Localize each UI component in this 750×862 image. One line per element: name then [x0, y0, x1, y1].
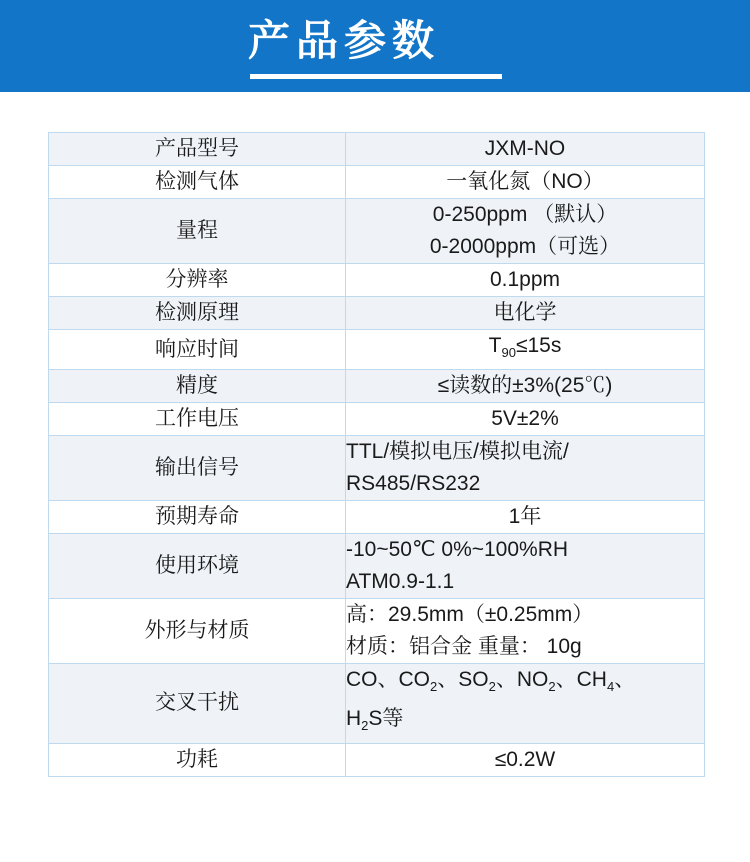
spec-table-wrapper — [48, 132, 702, 777]
table-row — [49, 264, 705, 297]
value-line: 0.1ppm — [489, 268, 561, 291]
value-line: ATM0.9-1.1 — [346, 570, 455, 594]
subscript: 2 — [488, 679, 496, 695]
value-line: JXM-NO — [484, 137, 566, 160]
row-label: 使用环境 — [49, 534, 346, 599]
subscript: 2 — [548, 679, 556, 695]
table-row — [49, 166, 705, 199]
row-value — [346, 534, 705, 599]
row-value — [346, 436, 705, 501]
row-label: 工作电压 — [49, 403, 346, 436]
value-line: $H_2S$等 — [346, 707, 404, 734]
row-label: 精度 — [49, 370, 346, 403]
row-label: 量程 — [49, 199, 346, 264]
page-title: 产品参数 — [248, 17, 441, 64]
value-line: 5V±2% — [491, 407, 559, 431]
subscript: 90 — [501, 345, 516, 361]
row-value — [346, 370, 705, 403]
value-line: 0-250ppm （默认） — [432, 203, 618, 226]
row-label: 检测气体 — [49, 166, 346, 199]
value-line: RS485/RS232 — [346, 472, 481, 496]
row-label: 响应时间 — [49, 330, 346, 370]
row-value — [346, 599, 705, 664]
row-label: 预期寿命 — [49, 501, 346, 534]
row-value — [346, 743, 705, 776]
row-label: 输出信号 — [49, 436, 346, 501]
row-label: 检测原理 — [49, 297, 346, 330]
subscript: 2 — [361, 718, 369, 734]
row-value — [346, 501, 705, 534]
value-line: ≤读数的±3%(25℃) — [437, 374, 613, 398]
spec-table — [48, 132, 705, 777]
value-line: $T_{90}\le 15s$ — [488, 334, 562, 361]
table-row — [49, 743, 705, 776]
row-value — [346, 664, 705, 743]
header-title-block — [210, 0, 750, 92]
title-underline — [250, 74, 502, 79]
value-line: CO、$CO_2$、$SO_2$、$NO_2$、$CH_4$、 — [346, 668, 636, 695]
table-row — [49, 534, 705, 599]
row-label: 功耗 — [49, 743, 346, 776]
row-value — [346, 166, 705, 199]
subscript: 2 — [430, 679, 438, 695]
row-value — [346, 264, 705, 297]
value-line: 0-2000ppm（可选） — [429, 235, 621, 258]
row-label: 产品型号 — [49, 133, 346, 166]
value-line: 1年 — [508, 505, 542, 529]
value-line: 电化学 — [493, 301, 557, 324]
row-value — [346, 330, 705, 370]
row-value — [346, 199, 705, 264]
value-line: 高：29.5mm（±0.25mm） — [346, 603, 594, 627]
row-value — [346, 403, 705, 436]
table-row — [49, 501, 705, 534]
table-row — [49, 599, 705, 664]
table-row — [49, 297, 705, 330]
value-line: TTL/模拟电压/模拟电流/ — [346, 440, 569, 464]
row-label: 分辨率 — [49, 264, 346, 297]
row-label: 交叉干扰 — [49, 664, 346, 743]
value-line: 材质：铝合金 重量： 10g — [346, 635, 582, 659]
row-value — [346, 133, 705, 166]
value-line: -10~50℃ 0%~100%RH — [346, 538, 569, 562]
table-row — [49, 370, 705, 403]
table-row — [49, 133, 705, 166]
table-row — [49, 436, 705, 501]
value-line: 一氧化氮（NO） — [446, 170, 604, 193]
page-header — [0, 0, 750, 92]
table-row — [49, 199, 705, 264]
row-label: 外形与材质 — [49, 599, 346, 664]
value-line: ≤0.2W — [494, 747, 556, 771]
row-value — [346, 297, 705, 330]
table-row — [49, 664, 705, 743]
table-row — [49, 403, 705, 436]
subscript: 4 — [606, 679, 615, 695]
table-row — [49, 330, 705, 370]
